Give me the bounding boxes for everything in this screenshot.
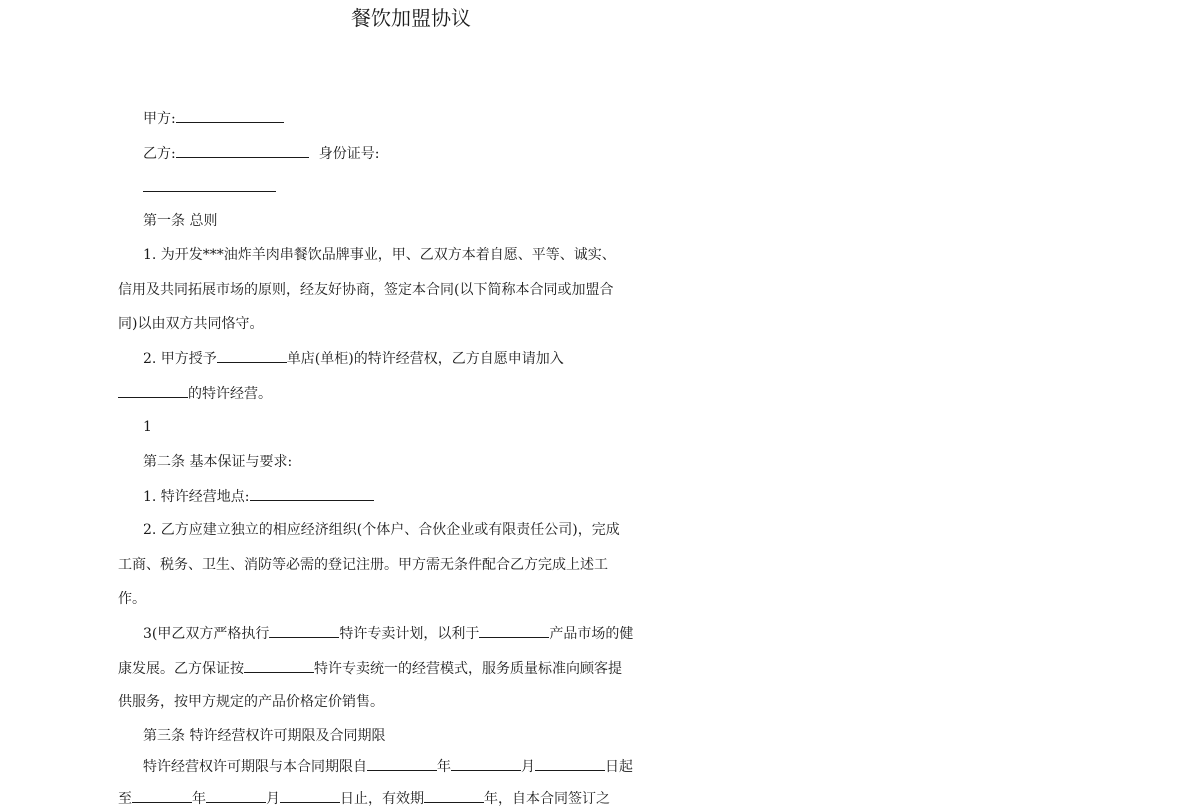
text-segment: 3(甲乙双方严格执行	[143, 626, 270, 642]
text-segment: 日起	[605, 759, 633, 775]
blank	[424, 788, 484, 803]
blank	[206, 788, 266, 803]
article2-p3-line3: 供服务，按甲方规定的产品价格定价销售。	[118, 694, 384, 710]
text-segment: 年	[192, 791, 206, 807]
article1-heading: 第一条 总则	[143, 213, 218, 229]
blank	[451, 756, 521, 771]
article3-p1-line1	[143, 756, 633, 777]
id-number-label: 身份证号:	[318, 146, 380, 162]
blank	[280, 788, 340, 803]
id-number-blank	[143, 177, 276, 192]
location-blank	[250, 486, 374, 501]
text-segment: 月	[521, 759, 535, 775]
article2-p2-line2: 工商、税务、卫生、消防等必需的登记注册。甲方需无条件配合乙方完成上述工	[118, 557, 608, 573]
text-segment: 特许经营权许可期限与本合同期限自	[143, 759, 367, 775]
blank	[367, 756, 437, 771]
text-segment: 年，自本合同签订之	[484, 791, 610, 807]
party-b-blank	[176, 143, 309, 158]
article2-p2-line3: 作。	[118, 591, 146, 607]
document-title: 餐饮加盟协议	[351, 6, 471, 30]
blank	[217, 348, 287, 363]
party-a-label: 甲方:	[143, 111, 176, 127]
article2-p1-label: 1. 特许经营地点:	[143, 489, 250, 505]
text-segment: 月	[266, 791, 280, 807]
article2-p2-line1: 2. 乙方应建立独立的相应经济组织(个体户、合伙企业或有限责任公司)，完成	[143, 522, 620, 538]
blank	[132, 788, 192, 803]
text-segment: 康发展。乙方保证按	[118, 661, 244, 677]
blank	[535, 756, 605, 771]
blank	[244, 658, 314, 673]
article3-heading: 第三条 特许经营权许可期限及合同期限	[143, 728, 386, 744]
text-segment: 日止，有效期	[340, 791, 424, 807]
article1-p1-line2: 信用及共同拓展市场的原则，经友好协商，签定本合同(以下简称本合同或加盟合	[118, 282, 614, 298]
blank	[479, 623, 549, 638]
text-segment: 产品市场的健	[549, 626, 634, 642]
text-segment: 年	[437, 759, 451, 775]
text-segment: 特许专卖计划，以利于	[339, 626, 480, 642]
party-a-line	[143, 108, 284, 129]
party-b-line	[143, 143, 379, 164]
article2-heading: 第二条 基本保证与要求:	[143, 454, 293, 470]
article1-p2-text-a: 2. 甲方授予	[143, 351, 217, 367]
article1-p1-line3: 同)以由双方共同恪守。	[118, 316, 264, 332]
article1-p1-line1: 1. 为开发***油炸羊肉串餐饮品牌事业，甲、乙双方本着自愿、平等、诚实、	[143, 247, 616, 263]
article1-p2-line2	[118, 383, 272, 404]
party-a-blank	[176, 108, 284, 123]
party-b-label: 乙方:	[143, 146, 176, 162]
article1-p2-line1	[143, 348, 564, 369]
article2-p3-line2	[118, 658, 622, 679]
article1-p2-text-c: 的特许经营。	[188, 386, 272, 402]
article2-p1-line	[143, 486, 374, 507]
page-number: 1	[143, 419, 152, 435]
blank	[118, 383, 188, 398]
article2-p3-line1	[143, 623, 633, 644]
text-segment: 至	[118, 791, 132, 807]
id-number-line	[143, 177, 276, 198]
article3-p1-line2	[118, 788, 610, 809]
text-segment: 特许专卖统一的经营模式，服务质量标准向顾客提	[314, 661, 622, 677]
article1-p2-text-b: 单店(单柜)的特许经营权，乙方自愿申请加入	[286, 351, 564, 367]
blank	[269, 623, 339, 638]
